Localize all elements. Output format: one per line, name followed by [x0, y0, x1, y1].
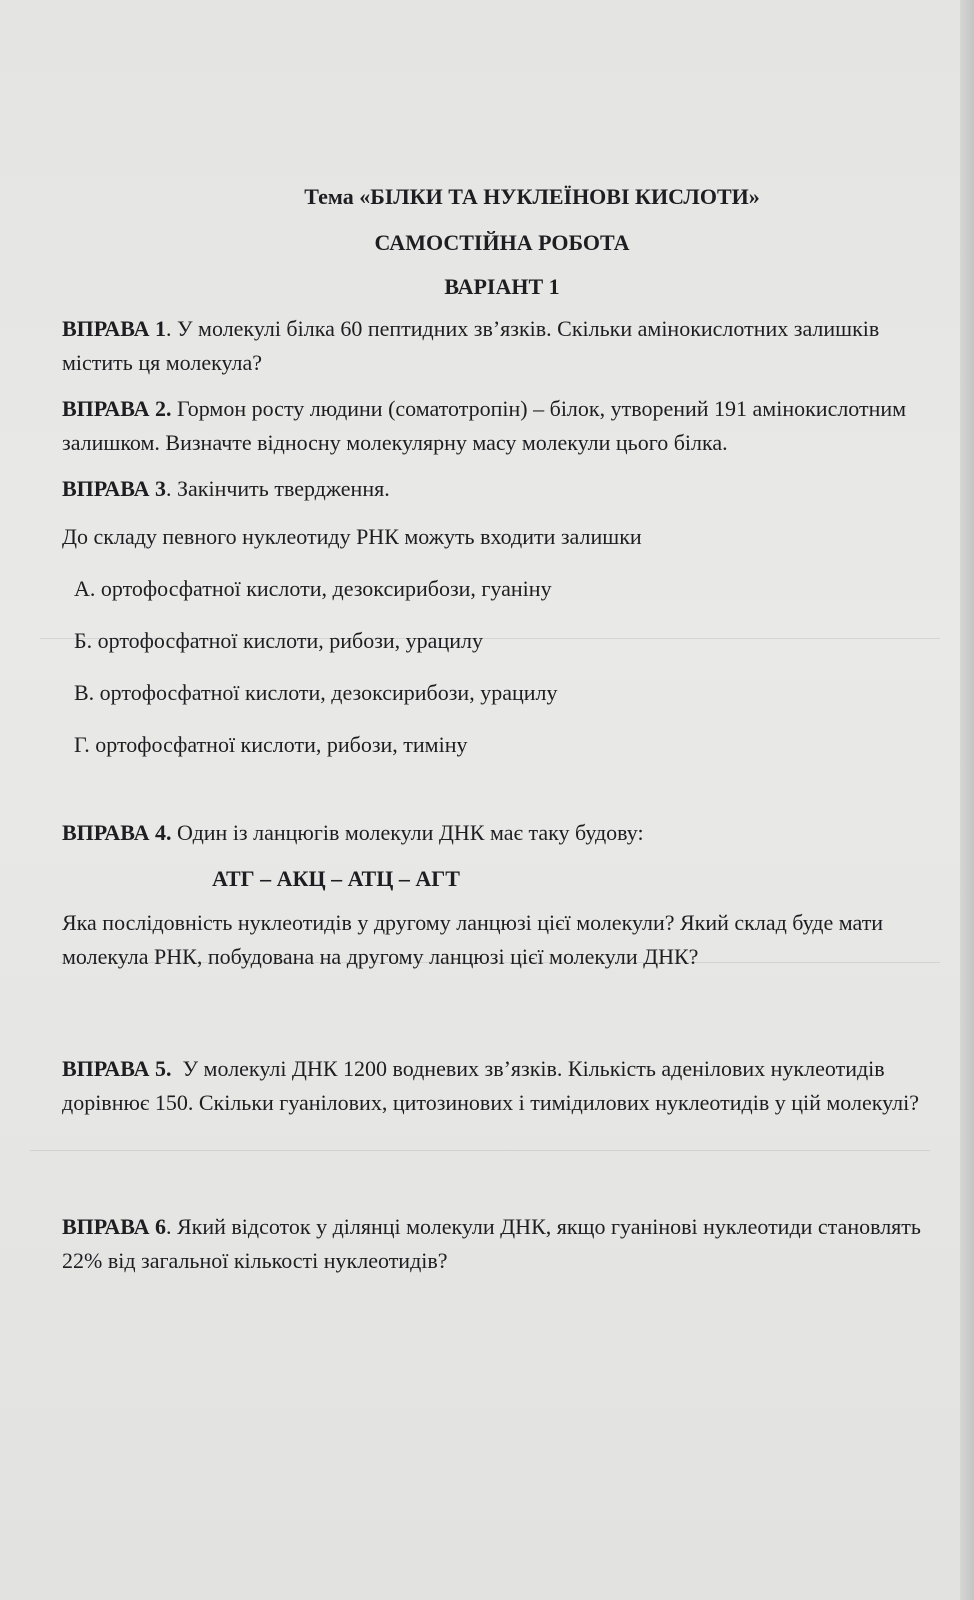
separator: . [165, 476, 177, 501]
page-title: Тема «БІЛКИ ТА НУКЛЕЇНОВІ КИСЛОТИ» [304, 184, 760, 209]
exercise-6 [62, 1210, 942, 1278]
exercise-4-question: Яка послідовність нуклеотидів у другому ланцюзі цієї молекули? Який склад буде мати молекула РНК, побудована на другому ланцюзі цієї молекули ДНК? [62, 910, 884, 969]
worksheet-content [62, 180, 942, 1290]
exercise-label: ВПРАВА 1 [62, 316, 166, 341]
exercise-text: Гормон росту людини (соматотропін) – білок, утворений 191 амінокислотним залишком. Визначте відносну молекулярну масу молекули цього білка. [62, 396, 907, 455]
exercise-3 [62, 472, 942, 506]
exercise-text: Один із ланцюгів молекули ДНК має таку будову: [176, 820, 644, 845]
separator: . [165, 316, 177, 341]
separator: . [165, 1214, 177, 1239]
exercise-5 [62, 1052, 942, 1120]
option-c: В. ортофосфатної кислоти, дезоксирибози, урацилу [74, 680, 558, 705]
spacer [62, 762, 942, 792]
exercise-1 [62, 312, 942, 380]
option-b: Б. ортофосфатної кислоти, рибози, урацилу [74, 628, 483, 653]
exercise-3-stem: До складу певного нуклеотиду РНК можуть входити залишки [62, 524, 642, 549]
exercise-4 [62, 816, 942, 850]
dna-sequence: АТГ – АКЦ – АТЦ – АГТ [212, 866, 460, 891]
spacer [62, 986, 942, 1016]
exercise-text: У молекулі білка 60 пептидних зв’язків. Скільки амінокислотних залишків містить ця молекула? [62, 316, 880, 375]
page-subtitle: САМОСТІЙНА РОБОТА [374, 230, 630, 255]
exercise-label: ВПРАВА 5. [62, 1056, 172, 1081]
exercise-2 [62, 392, 942, 460]
option-d: Г. ортофосфатної кислоти, рибози, тиміну [74, 732, 468, 757]
exercise-text: Закінчить твердження. [176, 476, 390, 501]
option-a: А. ортофосфатної кислоти, дезоксирибози, гуаніну [74, 576, 552, 601]
variant-heading: ВАРІАНТ 1 [444, 274, 560, 299]
spacer [62, 1132, 942, 1162]
exercise-label: ВПРАВА 4. [62, 820, 172, 845]
exercise-text: Який відсоток у ділянці молекули ДНК, якщо гуанінові нуклеотиди становлять 22% від загальної кількості нуклеотидів? [62, 1214, 921, 1273]
exercise-label: ВПРАВА 2. [62, 396, 172, 421]
exercise-label: ВПРАВА 6 [62, 1214, 166, 1239]
exercise-text: У молекулі ДНК 1200 водневих зв’язків. Кількість аденілових нуклеотидів дорівнює 150. Скільки гуанілових, цитозинових і тимідилових нуклеотидів у цій молекулі? [62, 1056, 920, 1115]
exercise-label: ВПРАВА 3 [62, 476, 166, 501]
paper-edge [960, 0, 974, 1600]
